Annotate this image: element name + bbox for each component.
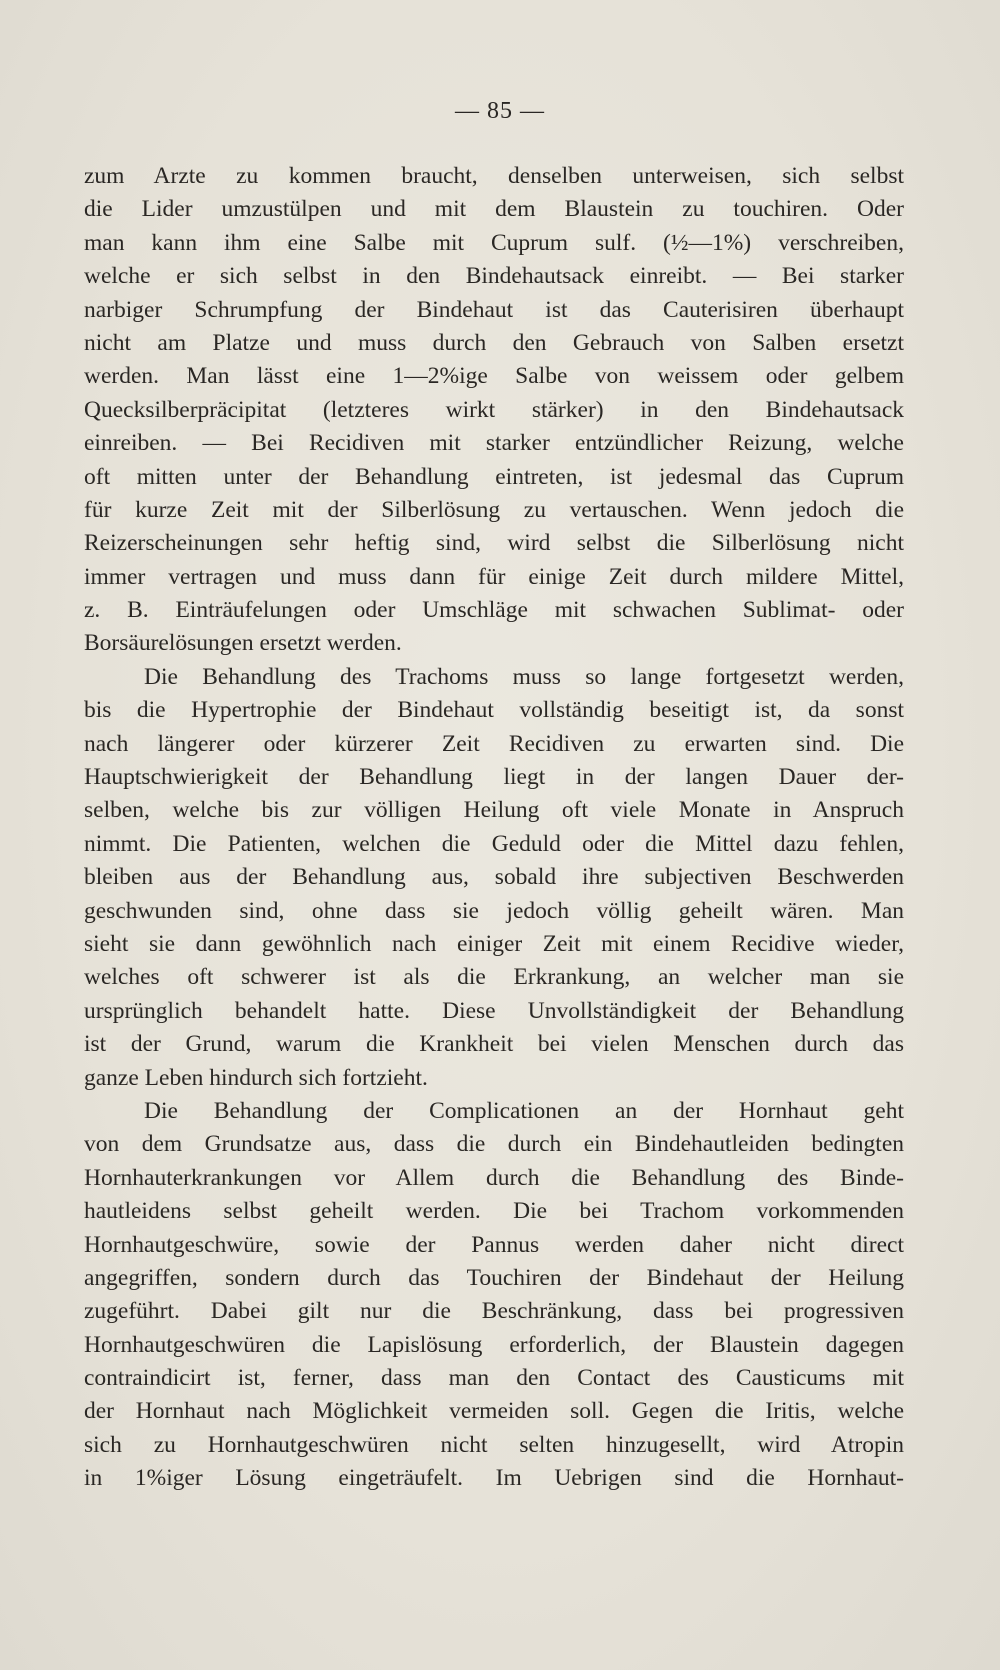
text-line: contraindicirt ist, ferner, dass man den Contact des Causticums mit — [84, 1365, 904, 1392]
text-line: ursprünglich behandelt hatte. Diese Unvollständigkeit der Behandlung — [84, 997, 904, 1024]
text-line: nicht am Platze und muss durch den Gebrauch von Salben ersetzt — [84, 329, 904, 356]
text-line: von dem Grundsatze aus, dass die durch ein Bindehautleiden bedingten — [84, 1131, 904, 1158]
text-line: welches oft schwerer ist als die Erkrankung, an welcher man sie — [84, 964, 904, 991]
text-line: immer vertragen und muss dann für einige Zeit durch mildere Mittel, — [84, 563, 904, 590]
text-line: zum Arzte zu kommen braucht, denselben unterweisen, sich selbst — [84, 163, 904, 189]
text-line: bleiben aus der Behandlung aus, sobald ihre subjectiven Beschwerden — [84, 864, 904, 891]
text-line: werden. Man lässt eine 1—2%ige Salbe von weissem oder gelbem — [84, 363, 904, 390]
text-line: Quecksilberpräcipitat (letzteres wirkt stärker) in den Bindehautsack — [84, 396, 904, 423]
text-line: Die Behandlung der Complicationen an der Hornhaut geht — [144, 1097, 904, 1124]
text-line: zugeführt. Dabei gilt nur die Beschränkung, dass bei progressiven — [84, 1298, 904, 1325]
text-line: für kurze Zeit mit der Silberlösung zu vertauschen. Wenn jedoch die — [84, 496, 904, 523]
text-line: Reizerscheinungen sehr heftig sind, wird selbst die Silberlösung nicht — [84, 530, 904, 557]
text-line: angegriffen, sondern durch das Touchiren der Bindehaut der Heilung — [84, 1264, 904, 1291]
text-line: oft mitten unter der Behandlung eintreten, ist jedesmal das Cuprum — [84, 463, 904, 490]
text-line: welche er sich selbst in den Bindehautsack einreibt. — Bei starker — [84, 263, 904, 290]
text-line: ganze Leben hindurch sich fortzieht. — [84, 1064, 428, 1091]
text-line: man kann ihm eine Salbe mit Cuprum sulf. (½—1%) verschreiben, — [84, 229, 904, 256]
text-line: z. B. Einträufelungen oder Umschläge mit schwachen Sublimat- oder — [84, 597, 904, 624]
text-line: hautleidens selbst geheilt werden. Die bei Trachom vorkommenden — [84, 1198, 904, 1225]
text-line: nach längerer oder kürzerer Zeit Recidiven zu erwarten sind. Die — [84, 730, 904, 757]
text-line: Die Behandlung des Trachoms muss so lange fortgesetzt werden, — [144, 663, 904, 690]
text-line: Borsäurelösungen ersetzt werden. — [84, 630, 402, 657]
text-line: sieht sie dann gewöhnlich nach einiger Zeit mit einem Recidive wieder, — [84, 930, 904, 957]
text-line: ist der Grund, warum die Krankheit bei vielen Menschen durch das — [84, 1031, 904, 1058]
text-line: narbiger Schrumpfung der Bindehaut ist das Cauterisiren überhaupt — [84, 296, 904, 323]
text-line: die Lider umzustülpen und mit dem Blaustein zu touchiren. Oder — [84, 196, 904, 223]
text-line: Hauptschwierigkeit der Behandlung liegt in der langen Dauer der- — [84, 764, 904, 791]
text-line: Hornhauterkrankungen vor Allem durch die Behandlung des Binde- — [84, 1164, 904, 1191]
text-line: nimmt. Die Patienten, welchen die Geduld oder die Mittel dazu fehlen, — [84, 830, 904, 857]
text-line: einreiben. — Bei Recidiven mit starker entzündlicher Reizung, welche — [84, 430, 904, 457]
text-line: Hornhautgeschwüre, sowie der Pannus werden daher nicht direct — [84, 1231, 904, 1258]
text-line: selben, welche bis zur völligen Heilung oft viele Monate in Anspruch — [84, 797, 904, 824]
text-line: bis die Hypertrophie der Bindehaut vollständig beseitigt ist, da sonst — [84, 697, 904, 724]
text-line: sich zu Hornhautgeschwüren nicht selten hinzugesellt, wird Atropin — [84, 1431, 904, 1458]
page-number: — 85 — — [455, 98, 545, 124]
text-line: in 1%iger Lösung eingeträufelt. Im Uebrigen sind die Hornhaut- — [84, 1465, 904, 1492]
text-line: geschwunden sind, ohne dass sie jedoch völlig geheilt wären. Man — [84, 897, 904, 924]
text-line: Hornhautgeschwüren die Lapislösung erforderlich, der Blaustein dagegen — [84, 1331, 904, 1358]
body-text — [84, 160, 904, 1496]
text-line: der Hornhaut nach Möglichkeit vermeiden soll. Gegen die Iritis, welche — [84, 1398, 904, 1425]
